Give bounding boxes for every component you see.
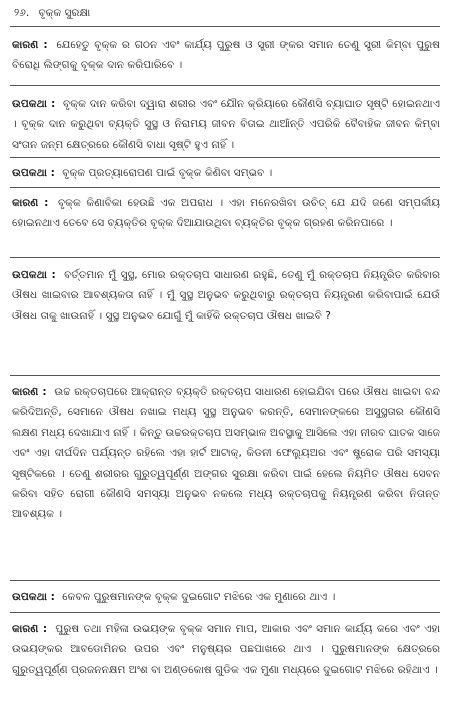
section-divider: [10, 580, 440, 581]
paragraph-text: ବୃକ୍କ ପ୍ରତ୍ୟାରୋପଣ ପାଇଁ ବୃକ୍କ କିଣିବା ସମ୍ଭବ ।: [62, 167, 273, 179]
paragraph-myth-4: ଉପକଥା : କେବଳ ପୁରୁଷମାନଙ୍କ ବୃକ୍କ ଦୁଇଗୋଟ ମଝିରେ ଏକ ମୁଣାରେ ଥାଏ ।: [12, 591, 336, 603]
paragraph-myth-1: ଉପକଥା : ବୃକ୍କ ଦାନ କରିବା ଦ୍ୱାରା ଶରୀର ଏବଂ ଯୌନ କ୍ରିୟାରେ କୌଣସି ବ୍ୟାଘାତ ସୃଷ୍ଟି ହୋଇନଥାଏ । ବୃକ୍କ ଦାନ କରୁଥିବା ବ୍ୟକ୍ତି ସୁସ୍ଥ ଓ ନିରାମୟ ଜୀବନ ବିତାଇ ଥାଆଁନ୍ତି ଏପରିକି ବୈବାହିକ ଜୀବନ କିମ୍ବା ସଂତାନ ଜନ୍ମ କ୍ଷେତ୍ରରେ କୌଣସି ବାଧା ସୃଷ୍ଟି ହୁଏ ନାହିଁ ।: [12, 98, 440, 151]
paragraph-reason-1: କାରଣ : ଯେହେତୁ ବୃକ୍କ ର ଗଠନ ଏବଂ କାର୍ଯ୍ୟ ପୁରୁଷ ଓ ସ୍ତ୍ରୀ ଙ୍କର ସମାନ ତେଣୁ ସ୍ତ୍ରୀ କିମ୍ବା ପୁରୁଷ ବିରୋଧି ଲିଙ୍ଗକୁ ବୃକ୍କ ଦାନ କରିପାରିବେ ।: [12, 39, 440, 72]
paragraph-myth-3: ଉପକଥା : ବର୍ତ୍ତମାନ ମୁଁ ସୁସ୍ଥ, ମୋର ରକ୍ତଚାପ ସାଧାରଣ ରହୁଛି, ତେଣୁ ମୁଁ ରକ୍ତଚାପ ନିୟନ୍ତ୍ରିତ କରିବାର ଔଷଧ ଖାଇବାର ଆବଶ୍ୟକତା ନାହିଁ । ମୁଁ ସୁସ୍ଥ ଅନୁଭବ କରୁଥିବାରୁ ରକ୍ତଚାପ ନିୟନ୍ତ୍ରଣ କରିବାପାଇଁ ଯେଉଁ ଔଷଧ ତାକୁ ଖାଉନାହିଁ । ସୁସ୍ଥ ଅନୁଭବ ଯୋଗୁଁ ମୁଁ କାହିଁକି ରକ୍ତଚାପ ଔଷଧ ଖାଇବି ?: [12, 269, 440, 322]
page-number: ୨୬.: [14, 7, 30, 19]
paragraph-text: ପୁରୁଷ ତଥା ମହିଳା ଉଭୟଙ୍କ ବୃକ୍କ ସମାନ ମାପ, ଆକାର ଏବଂ ସମାନ କାର୍ଯ୍ୟ କରେ ଏବଂ ଏହା ଉଭୟଙ୍କର ଆବଡୋମିନର ଉପର ଏବଂ ମନୁଷ୍ୟର ପଛପାଖରେ ଥାଏ । ପୁରୁଷମାନଙ୍କ କ୍ଷେତ୍ରରେ ଗୁରୁତ୍ୱପୂର୍ଣ୍ଣ ପ୍ରଜନନକ୍ଷମ ଅଂଶ ବା ଅଣ୍ଡକୋଷ ଗୁଡିକ ଏକ ମୁଣା ମଧ୍ୟରେ ଦୁଇଗୋଟ ମଝିରେ ରହିଥାଏ ।: [12, 623, 440, 676]
section-divider: [10, 157, 440, 158]
paragraph-text: ଯେହେତୁ ବୃକ୍କ ର ଗଠନ ଏବଂ କାର୍ଯ୍ୟ ପୁରୁଷ ଓ ସ୍ତ୍ରୀ ଙ୍କର ସମାନ ତେଣୁ ସ୍ତ୍ରୀ କିମ୍ବା ପୁରୁଷ ବିରୋଧି ଲିଙ୍ଗକୁ ବୃକ୍କ ଦାନ କରିପାରିବେ ।: [12, 39, 440, 72]
section-divider: [10, 257, 440, 258]
running-header: [14, 6, 436, 20]
section-divider: [10, 187, 440, 188]
paragraph-label: ଉପକଥା: [12, 167, 47, 179]
paragraph-reason-4: କାରଣ : ପୁରୁଷ ତଥା ମହିଳା ଉଭୟଙ୍କ ବୃକ୍କ ସମାନ ମାପ, ଆକାର ଏବଂ ସମାନ କାର୍ଯ୍ୟ କରେ ଏବଂ ଏହା ଉଭୟଙ୍କର ଆବଡୋମିନର ଉପର ଏବଂ ମନୁଷ୍ୟର ପଛପାଖରେ ଥାଏ । ପୁରୁଷମାନଙ୍କ କ୍ଷେତ୍ରରେ ଗୁରୁତ୍ୱପୂର୍ଣ୍ଣ ପ୍ରଜନନକ୍ଷମ ଅଂଶ ବା ଅଣ୍ଡକୋଷ ଗୁଡିକ ଏକ ମୁଣା ମଧ୍ୟରେ ଦୁଇଗୋଟ ମଝିରେ ରହିଥାଏ ।: [12, 623, 440, 676]
section-divider: [10, 612, 440, 613]
paragraph-label: ଉପକଥା: [12, 269, 47, 281]
paragraph-label: କାରଣ: [12, 623, 39, 635]
header-divider: [10, 26, 440, 27]
paragraph-label: କାରଣ: [12, 197, 39, 209]
paragraph-text: କେବଳ ପୁରୁଷମାନଙ୍କ ବୃକ୍କ ଦୁଇଗୋଟ ମଝିରେ ଏକ ମୁଣାରେ ଥାଏ ।: [62, 591, 336, 603]
paragraph-reason-2: କାରଣ : ବୃକ୍କ କିଣାବିକା ହେଉଛି ଏକ ଅପରାଧ । ଏହା ମନେରଖିବା ଉଚିତ୍ ଯେ ଯଦି ଜଣେ ସମ୍ପର୍କୀୟ ହୋଇନଥାଏ ତେବେ ସେ ବ୍ୟକ୍ତିର ବୃକ୍କ ଦିଆଯାଉଥିବା ବ୍ୟକ୍ତିର ବୃକ୍କ ଗ୍ରହଣ କରିନପାରେ ।: [12, 197, 441, 230]
section-divider: [10, 85, 440, 86]
paragraph-text: ଉଚ୍ଚ ରକ୍ତଚାପରେ ଆକ୍ରାନ୍ତ ବ୍ୟକ୍ତି ରକ୍ତଚାପ ସାଧାରଣ ହୋଇଯିବା ପରେ ଔଷଧ ଖାଇବା ବନ୍ଦ କରିଦିଅନ୍ତି, ସେମାନେ ଔଷଧ ନଖାଇ ମଧ୍ୟ ସୁସ୍ଥ ଅନୁଭବ କରନ୍ତି, ସେମାନଙ୍କରେ ଅସୁସ୍ଥତାର କୌଣସି ଲକ୍ଷଣ ମଧ୍ୟ ଦେଖାଯାଏ ନାହିଁ । କିନ୍ତୁ ଉଚ୍ଚରକ୍ତଚାପ ଅସମ୍ଭାଳ ଅବସ୍ଥାକୁ ଆସିଲେ ଏହା ନୀରବ ଘାତକ ସାଜେ ଏବଂ ଏହା ଦୀର୍ଘଦିନ ପର୍ଯ୍ୟନ୍ତ ରହିଲେ ଏହା ହାର୍ଟ ଆଟାକ୍, କିଡନୀ ଫେଲ୍ୟୁଅର ଏବଂ ଷ୍ଟ୍ରୋକ ପରି ସମସ୍ୟା ସୃଷ୍ଟିକରେ । ତେଣୁ ଶରୀରର ଗୁରୁତ୍ୱପୂର୍ଣ୍ଣ ଅଙ୍ଗର ସୁରକ୍ଷା କରିବା ପାଇଁ ହେଲେ ନିୟମିତ ଔଷଧ ସେବନ କରିବା ସହିତ ରୋଗୀ କୌଣସି ସମସ୍ୟା ଅନୁଭବ ନକଲେ ମଧ୍ୟ ରକ୍ତଚାପକୁ ନିୟନ୍ତ୍ରଣ କରିବା ନିତାନ୍ତ ଆବଶ୍ୟକ ।: [12, 386, 440, 521]
paragraph-label: କାରଣ: [12, 39, 39, 51]
paragraph-reason-3: କାରଣ : ଉଚ୍ଚ ରକ୍ତଚାପରେ ଆକ୍ରାନ୍ତ ବ୍ୟକ୍ତି ରକ୍ତଚାପ ସାଧାରଣ ହୋଇଯିବା ପରେ ଔଷଧ ଖାଇବା ବନ୍ଦ କରିଦିଅନ୍ତି, ସେମାନେ ଔଷଧ ନଖାଇ ମଧ୍ୟ ସୁସ୍ଥ ଅନୁଭବ କରନ୍ତି, ସେମାନଙ୍କରେ ଅସୁସ୍ଥତାର କୌଣସି ଲକ୍ଷଣ ମଧ୍ୟ ଦେଖାଯାଏ ନାହିଁ । କିନ୍ତୁ ଉଚ୍ଚରକ୍ତଚାପ ଅସମ୍ଭାଳ ଅବସ୍ଥାକୁ ଆସିଲେ ଏହା ନୀରବ ଘାତକ ସାଜେ ଏବଂ ଏହା ଦୀର୍ଘଦିନ ପର୍ଯ୍ୟନ୍ତ ରହିଲେ ଏହା ହାର୍ଟ ଆଟାକ୍, କିଡନୀ ଫେଲ୍ୟୁଅର ଏବଂ ଷ୍ଟ୍ରୋକ ପରି ସମସ୍ୟା ସୃଷ୍ଟିକରେ । ତେଣୁ ଶରୀରର ଗୁରୁତ୍ୱପୂର୍ଣ୍ଣ ଅଙ୍ଗର ସୁରକ୍ଷା କରିବା ପାଇଁ ହେଲେ ନିୟମିତ ଔଷଧ ସେବନ କରିବା ସହିତ ରୋଗୀ କୌଣସି ସମସ୍ୟା ଅନୁଭବ ନକଲେ ମଧ୍ୟ ରକ୍ତଚାପକୁ ନିୟନ୍ତ୍ରଣ କରିବା ନିତାନ୍ତ ଆବଶ୍ୟକ ।: [12, 386, 440, 521]
paragraph-text: ବୃକ୍କ କିଣାବିକା ହେଉଛି ଏକ ଅପରାଧ । ଏହା ମନେରଖିବା ଉଚିତ୍ ଯେ ଯଦି ଜଣେ ସମ୍ପର୍କୀୟ ହୋଇନଥାଏ ତେବେ ସେ ବ୍ୟକ୍ତିର ବୃକ୍କ ଦିଆଯାଉଥିବା ବ୍ୟକ୍ତିର ବୃକ୍କ ଗ୍ରହଣ କରିନପାରେ ।: [12, 197, 441, 230]
paragraph-text: ବର୍ତ୍ତମାନ ମୁଁ ସୁସ୍ଥ, ମୋର ରକ୍ତଚାପ ସାଧାରଣ ରହୁଛି, ତେଣୁ ମୁଁ ରକ୍ତଚାପ ନିୟନ୍ତ୍ରିତ କରିବାର ଔଷଧ ଖାଇବାର ଆବଶ୍ୟକତା ନାହିଁ । ମୁଁ ସୁସ୍ଥ ଅନୁଭବ କରୁଥିବାରୁ ରକ୍ତଚାପ ନିୟନ୍ତ୍ରଣ କରିବାପାଇଁ ଯେଉଁ ଔଷଧ ତାକୁ ଖାଉନାହିଁ । ସୁସ୍ଥ ଅନୁଭବ ଯୋଗୁଁ ମୁଁ କାହିଁକି ରକ୍ତଚାପ ଔଷଧ ଖାଇବି ?: [12, 269, 440, 322]
paragraph-label: ଉପକଥା: [12, 591, 47, 603]
paragraph-label: ଉପକଥା: [12, 98, 47, 110]
paragraph-myth-2: ଉପକଥା : ବୃକ୍କ ପ୍ରତ୍ୟାରୋପଣ ପାଇଁ ବୃକ୍କ କିଣିବା ସମ୍ଭବ ।: [12, 167, 273, 179]
paragraph-text: ବୃକ୍କ ଦାନ କରିବା ଦ୍ୱାରା ଶରୀର ଏବଂ ଯୌନ କ୍ରିୟାରେ କୌଣସି ବ୍ୟାଘାତ ସୃଷ୍ଟି ହୋଇନଥାଏ । ବୃକ୍କ ଦାନ କରୁଥିବା ବ୍ୟକ୍ତି ସୁସ୍ଥ ଓ ନିରାମୟ ଜୀବନ ବିତାଇ ଥାଆଁନ୍ତି ଏପରିକି ବୈବାହିକ ଜୀବନ କିମ୍ବା ସଂତାନ ଜନ୍ମ କ୍ଷେତ୍ରରେ କୌଣସି ବାଧା ସୃଷ୍ଟି ହୁଏ ନାହିଁ ।: [12, 98, 440, 151]
chapter-title: ବୃକ୍କ ସୁରକ୍ଷା: [38, 7, 91, 19]
paragraph-label: କାରଣ: [12, 386, 39, 398]
section-divider: [10, 375, 440, 376]
